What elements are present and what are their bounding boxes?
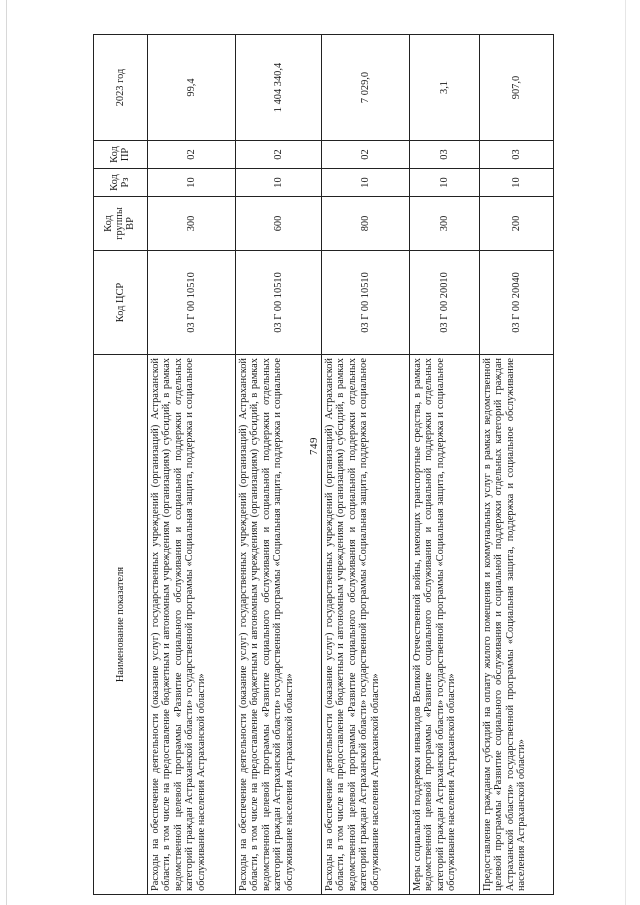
row-vr: 800 — [322, 197, 410, 251]
row-vr: 200 — [480, 197, 554, 251]
row-rz: 10 — [148, 169, 236, 197]
table-row — [480, 35, 554, 895]
row-csr: 03 Г 00 20010 — [410, 251, 480, 355]
row-pr: 03 — [480, 141, 554, 169]
row-name: Предоставление гражданам субсидий на оплату жилого помещения и коммунальных услуг в рамках ведомственной целевой программы «Развитие социального обслуживания и социальной поддержки отдельных категорий граждан Астраханской области» государственной программы «Социальная защита, поддержка и социальное обслуживание населения Астраханской области» — [480, 355, 554, 895]
table-row — [410, 35, 480, 895]
header-rz: Код Рз — [94, 169, 148, 197]
row-vr: 300 — [148, 197, 236, 251]
row-rz: 10 — [236, 169, 322, 197]
row-name: Меры социальной поддержки инвалидов Великой Отечественной войны, имеющих транспортные средства, в рамках ведомственной целевой программы «Развитие социального обслуживания и социальной поддержки отдельных категорий граждан Астраханской области» государственной программы «Социальная защита, поддержка и социальное обслуживание населения Астраханской области» — [410, 355, 480, 895]
row-name: Расходы на обеспечение деятельности (оказание услуг) государственных учреждений (организаций) Астраханской области, в том числе на предоставление бюджетным и автономным учреждениям (организациям) субсидий, в рамках ведомственной целевой программы «Развитие социального обслуживания и социальной поддержки отдельных категорий граждан Астраханской области» государственной программы «Социальная защита, поддержка и социальное обслуживание населения Астраханской области» — [322, 355, 410, 895]
row-csr: 03 Г 00 10510 — [236, 251, 322, 355]
row-vr: 300 — [410, 197, 480, 251]
row-value: 3,1 — [410, 35, 480, 141]
table-row — [322, 35, 410, 895]
row-pr: 02 — [236, 141, 322, 169]
row-value: 907,0 — [480, 35, 554, 141]
row-csr: 03 Г 00 20040 — [480, 251, 554, 355]
row-value: 1 404 340,4 — [236, 35, 322, 141]
header-vr: Код группы ВР — [94, 197, 148, 251]
scan-edge-right — [625, 0, 626, 905]
row-csr: 03 Г 00 10510 — [322, 251, 410, 355]
row-rz: 10 — [480, 169, 554, 197]
table-row — [148, 35, 236, 895]
header-pr: Код ПР — [94, 141, 148, 169]
header-csr: Код ЦСР — [94, 251, 148, 355]
row-value: 7 029,0 — [322, 35, 410, 141]
row-pr: 03 — [410, 141, 480, 169]
row-rz: 10 — [410, 169, 480, 197]
header-year: 2023 год — [94, 35, 148, 141]
row-pr: 02 — [148, 141, 236, 169]
row-rz: 10 — [322, 169, 410, 197]
row-value: 99,4 — [148, 35, 236, 141]
row-name: Расходы на обеспечение деятельности (оказание услуг) государственных учреждений (организаций) Астраханской области, в том числе на предоставление бюджетным и автономным учреждениям (организациям) субсидий, в рамках ведомственной целевой программы «Развитие социального обслуживания и социальной поддержки отдельных категорий граждан Астраханской области» государственной программы «Социальная защита, поддержка и социальное обслуживание населения Астраханской области» — [236, 355, 322, 895]
budget-table-rotated — [93, 35, 553, 895]
scan-edge-left — [6, 0, 7, 905]
table-row — [236, 35, 322, 895]
row-vr: 600 — [236, 197, 322, 251]
row-name: Расходы на обеспечение деятельности (оказание услуг) государственных учреждений (организаций) Астраханской области, в том числе на предоставление бюджетным и автономным учреждениям (организациям) субсидий, в рамках ведомственной целевой программы «Развитие социального обслуживания и социальной поддержки отдельных категорий граждан Астраханской области» государственной программы «Социальная защита, поддержка и социальное обслуживание населения Астраханской области» — [148, 355, 236, 895]
page-number: 749 — [308, 437, 320, 455]
row-pr: 02 — [322, 141, 410, 169]
table-header-row — [94, 35, 148, 895]
row-csr: 03 Г 00 10510 — [148, 251, 236, 355]
header-name: Наименование показателя — [94, 355, 148, 895]
budget-table — [93, 34, 554, 895]
